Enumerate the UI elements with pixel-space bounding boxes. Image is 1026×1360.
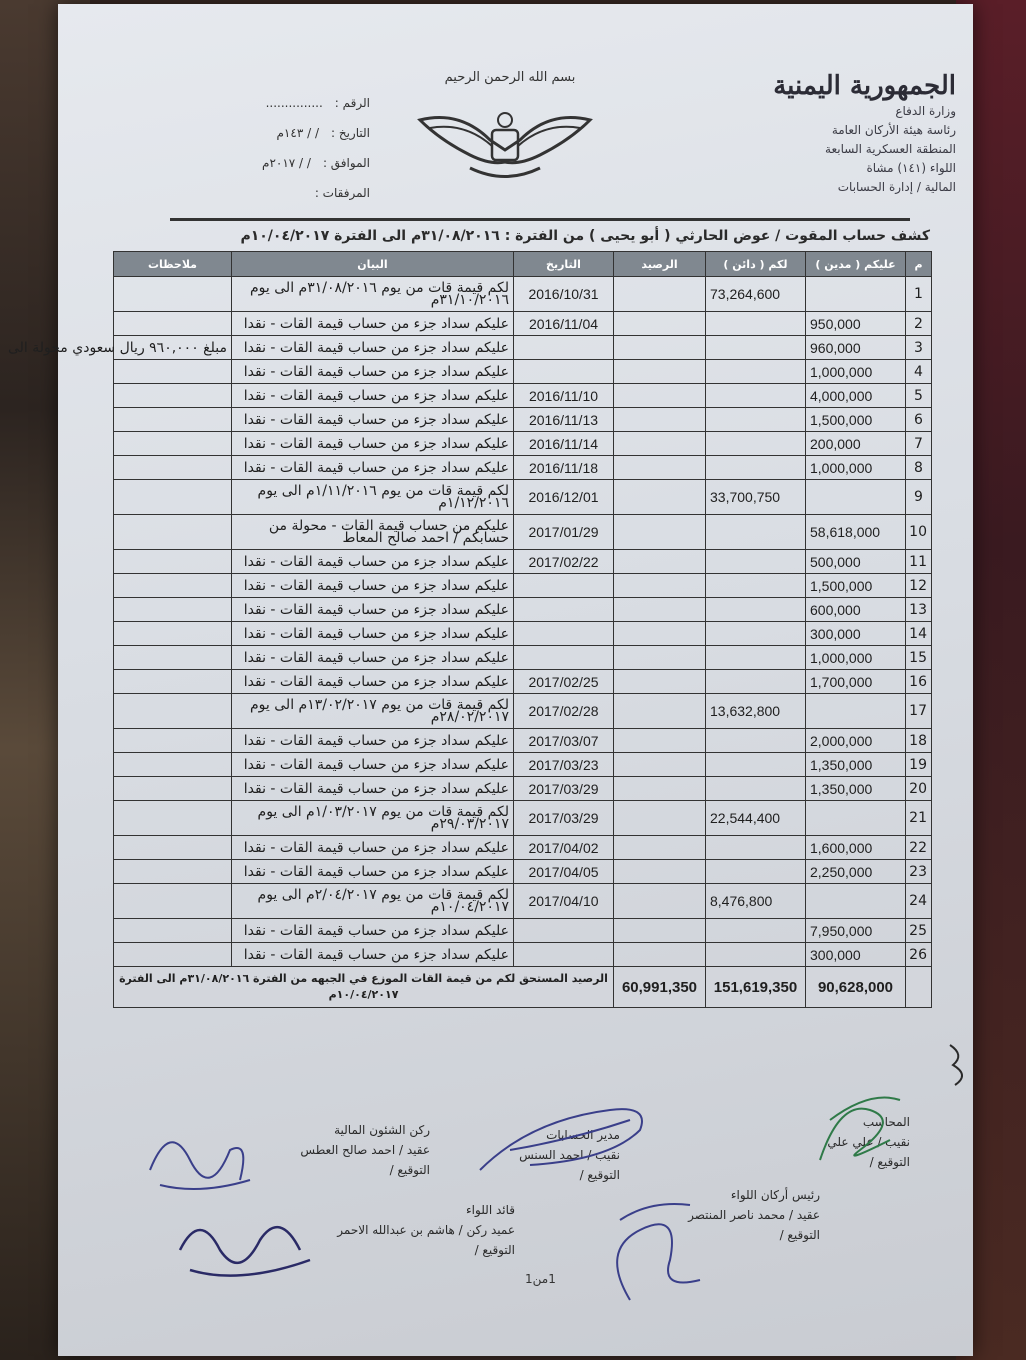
corr-label: الموافق :	[322, 156, 370, 170]
total-debit: 90,628,000	[806, 967, 906, 1008]
row-balance	[614, 480, 706, 515]
date-label: التاريخ :	[330, 126, 370, 140]
row-index: 20	[906, 777, 932, 801]
row-index: 9	[906, 480, 932, 515]
row-debit: 960,000	[806, 336, 906, 360]
row-date: 2016/10/31	[514, 277, 614, 312]
ministry-line: رئاسة هيئة الأركان العامة	[831, 123, 956, 137]
header-ref-block	[140, 88, 370, 208]
row-balance	[614, 336, 706, 360]
table-row	[114, 670, 932, 694]
table-row	[114, 277, 932, 312]
row-balance	[614, 943, 706, 967]
row-credit	[706, 456, 806, 480]
total-credit: 151,619,350	[706, 967, 806, 1008]
table-row	[114, 694, 932, 729]
sig-line: التوقيع /	[779, 1228, 820, 1242]
table-row	[114, 480, 932, 515]
row-date: 2017/01/29	[514, 515, 614, 550]
row-balance	[614, 884, 706, 919]
handwritten-signature-accountant	[800, 1080, 910, 1180]
col-header-credit: لكم ( دائن )	[706, 252, 806, 277]
row-note	[114, 919, 232, 943]
republic-title: الجمهورية اليمنية	[773, 71, 956, 101]
row-debit: 1,500,000	[806, 408, 906, 432]
ministry-line: وزارة الدفاع	[895, 104, 956, 118]
row-description: عليكم من حساب قيمة القات - محولة من حسابكم / احمد صالح المعاط	[232, 515, 514, 550]
table-row	[114, 360, 932, 384]
row-date: 2017/04/02	[514, 836, 614, 860]
table-row	[114, 801, 932, 836]
row-debit	[806, 694, 906, 729]
ministry-line: المنطقة العسكرية السابعة	[825, 142, 956, 156]
row-index: 3	[906, 336, 932, 360]
table-row	[114, 574, 932, 598]
row-description: عليكم سداد جزء من حساب قيمة القات - نقدا	[232, 729, 514, 753]
row-description: عليكم سداد جزء من حساب قيمة القات - نقدا	[232, 550, 514, 574]
row-note	[114, 515, 232, 550]
row-note	[114, 277, 232, 312]
row-index: 26	[906, 943, 932, 967]
row-description: عليكم سداد جزء من حساب قيمة القات - نقدا	[232, 384, 514, 408]
col-header-index: م	[906, 252, 932, 277]
row-debit: 1,000,000	[806, 646, 906, 670]
row-debit: 1,350,000	[806, 777, 906, 801]
row-note	[114, 801, 232, 836]
col-header-date: التاريخ	[514, 252, 614, 277]
row-index: 16	[906, 670, 932, 694]
sig-line: التوقيع /	[869, 1155, 910, 1169]
row-description: عليكم سداد جزء من حساب قيمة القات - نقدا	[232, 312, 514, 336]
row-credit	[706, 670, 806, 694]
row-index: 4	[906, 360, 932, 384]
row-date: 2016/12/01	[514, 480, 614, 515]
row-date	[514, 646, 614, 670]
sig-role: قائد اللواء	[466, 1203, 515, 1217]
row-note	[114, 670, 232, 694]
table-row	[114, 384, 932, 408]
sig-name: نقيب / علي علي	[827, 1135, 910, 1149]
table-row	[114, 646, 932, 670]
row-debit	[806, 480, 906, 515]
row-index: 10	[906, 515, 932, 550]
row-description: عليكم سداد جزء من حساب قيمة القات - نقدا	[232, 860, 514, 884]
table-row	[114, 598, 932, 622]
handwritten-signature-accounts	[470, 1090, 660, 1190]
table-row	[114, 408, 932, 432]
row-index: 8	[906, 456, 932, 480]
row-credit: 33,700,750	[706, 480, 806, 515]
row-credit: 73,264,600	[706, 277, 806, 312]
row-description: عليكم سداد جزء من حساب قيمة القات - نقدا	[232, 408, 514, 432]
sig-role: ركن الشئون المالية	[334, 1123, 430, 1137]
row-date: 2017/03/23	[514, 753, 614, 777]
row-credit	[706, 598, 806, 622]
ref-label: الرقم :	[334, 96, 370, 110]
row-description: عليكم سداد جزء من حساب قيمة القات - نقدا	[232, 598, 514, 622]
row-balance	[614, 729, 706, 753]
row-date	[514, 943, 614, 967]
table-header-row	[114, 252, 932, 277]
row-balance	[614, 919, 706, 943]
row-index: 17	[906, 694, 932, 729]
sig-role: رئيس أركان اللواء	[730, 1188, 820, 1202]
row-note	[114, 694, 232, 729]
row-balance	[614, 456, 706, 480]
table-row	[114, 943, 932, 967]
row-balance	[614, 670, 706, 694]
row-note	[114, 622, 232, 646]
ministry-line: المالية / إدارة الحسابات	[837, 180, 956, 194]
row-description: عليكم سداد جزء من حساب قيمة القات - نقدا	[232, 836, 514, 860]
row-date	[514, 574, 614, 598]
row-credit	[706, 753, 806, 777]
row-credit	[706, 943, 806, 967]
row-debit: 500,000	[806, 550, 906, 574]
row-credit	[706, 336, 806, 360]
row-index: 19	[906, 753, 932, 777]
row-date: 2017/03/07	[514, 729, 614, 753]
row-description: عليكم سداد جزء من حساب قيمة القات - نقدا	[232, 622, 514, 646]
sig-name: عميد ركن / هاشم بن عبدالله الاحمر	[337, 1223, 515, 1237]
row-debit: 600,000	[806, 598, 906, 622]
sig-name: نقيب / احمد السنس	[519, 1148, 620, 1162]
row-description: عليكم سداد جزء من حساب قيمة القات - نقدا	[232, 432, 514, 456]
row-index: 24	[906, 884, 932, 919]
sig-line: التوقيع /	[389, 1163, 430, 1177]
row-description: عليكم سداد جزء من حساب قيمة القات - نقدا	[232, 646, 514, 670]
signature-block-commander	[300, 1200, 515, 1260]
row-debit: 1,000,000	[806, 360, 906, 384]
table-row	[114, 550, 932, 574]
row-note	[114, 384, 232, 408]
row-description: عليكم سداد جزء من حساب قيمة القات - نقدا	[232, 574, 514, 598]
row-date: 2017/02/22	[514, 550, 614, 574]
row-note: مبلغ ٩٦٠,٠٠٠ ريال سعودي محولة الى	[114, 336, 232, 360]
table-row	[114, 432, 932, 456]
row-index: 18	[906, 729, 932, 753]
row-date: 2016/11/04	[514, 312, 614, 336]
ledger-table	[7, 251, 932, 1008]
row-debit: 300,000	[806, 943, 906, 967]
row-credit	[706, 777, 806, 801]
row-date: 2017/03/29	[514, 777, 614, 801]
row-debit: 1,000,000	[806, 456, 906, 480]
total-description: الرصيد المستحق لكم من قيمة القات الموزع في الجبهه من الفترة ٣١/٠٨/٢٠١٦م الى الفترة ١٠/٠٤/٢٠١٧م	[114, 967, 614, 1008]
row-balance	[614, 622, 706, 646]
sig-name: عقيد / احمد صالح العطس	[300, 1143, 430, 1157]
ministry-line: اللواء (١٤١) مشاة	[866, 161, 956, 175]
row-debit	[806, 277, 906, 312]
row-note	[114, 598, 232, 622]
row-balance	[614, 277, 706, 312]
row-balance	[614, 574, 706, 598]
row-description: عليكم سداد جزء من حساب قيمة القات - نقدا	[232, 943, 514, 967]
row-note	[114, 456, 232, 480]
row-description: عليكم سداد جزء من حساب قيمة القات - نقدا	[232, 777, 514, 801]
sig-role: مدير الحسابات	[546, 1128, 620, 1142]
row-index: 12	[906, 574, 932, 598]
corr-value: / / ٢٠١٧م	[262, 156, 311, 170]
row-note	[114, 360, 232, 384]
row-index: 6	[906, 408, 932, 432]
row-index: 13	[906, 598, 932, 622]
row-note	[114, 408, 232, 432]
row-index: 14	[906, 622, 932, 646]
row-note	[114, 860, 232, 884]
row-debit: 7,950,000	[806, 919, 906, 943]
row-date: 2017/04/05	[514, 860, 614, 884]
row-index: 21	[906, 801, 932, 836]
row-date	[514, 622, 614, 646]
row-credit: 8,476,800	[706, 884, 806, 919]
col-header-debit: عليكم ( مدين )	[806, 252, 906, 277]
row-balance	[614, 860, 706, 884]
row-balance	[614, 646, 706, 670]
row-credit: 13,632,800	[706, 694, 806, 729]
row-index: 23	[906, 860, 932, 884]
col-header-balance: الرصيد	[614, 252, 706, 277]
col-header-description: البيان	[232, 252, 514, 277]
row-credit	[706, 408, 806, 432]
row-credit	[706, 919, 806, 943]
row-date: 2017/02/25	[514, 670, 614, 694]
sig-role: المحاسب	[862, 1115, 910, 1129]
row-credit: 22,544,400	[706, 801, 806, 836]
table-row	[114, 729, 932, 753]
row-credit	[706, 384, 806, 408]
row-balance	[614, 384, 706, 408]
row-date: 2017/04/10	[514, 884, 614, 919]
row-note	[114, 836, 232, 860]
sig-line: التوقيع /	[579, 1168, 620, 1182]
header-divider	[170, 218, 910, 221]
row-note	[114, 777, 232, 801]
row-date	[514, 360, 614, 384]
row-date	[514, 919, 614, 943]
row-description: عليكم سداد جزء من حساب قيمة القات - نقدا	[232, 670, 514, 694]
row-credit	[706, 515, 806, 550]
row-balance	[614, 312, 706, 336]
row-credit	[706, 550, 806, 574]
table-row	[114, 919, 932, 943]
row-index: 5	[906, 384, 932, 408]
row-description: لكم قيمة قات من يوم ٣١/٠٨/٢٠١٦م الى يوم ٣١/١٠/٢٠١٦م	[232, 277, 514, 312]
row-note	[114, 574, 232, 598]
row-credit	[706, 360, 806, 384]
statement-title: كشف حساب المقوت / عوض الحارثي ( أبو يحيى ) من الفترة : ٣١/٠٨/٢٠١٦م الى الفترة ١٠/٠٤/٢٠١٧م	[240, 228, 930, 244]
handwritten-signature-commander	[170, 1200, 320, 1290]
table-row	[114, 777, 932, 801]
row-index: 15	[906, 646, 932, 670]
table-row	[114, 515, 932, 550]
row-debit: 950,000	[806, 312, 906, 336]
row-debit: 200,000	[806, 432, 906, 456]
total-balance: 60,991,350	[614, 967, 706, 1008]
row-description: عليكم سداد جزء من حساب قيمة القات - نقدا	[232, 456, 514, 480]
row-date: 2016/11/18	[514, 456, 614, 480]
row-index: 25	[906, 919, 932, 943]
ref-value: ...............	[265, 96, 323, 110]
margin-initials-mark	[945, 1040, 975, 1090]
total-row	[114, 967, 932, 1008]
row-balance	[614, 694, 706, 729]
row-balance	[614, 432, 706, 456]
row-date	[514, 598, 614, 622]
row-note	[114, 943, 232, 967]
row-date: 2017/02/28	[514, 694, 614, 729]
row-note	[114, 729, 232, 753]
row-balance	[614, 515, 706, 550]
row-date: 2016/11/10	[514, 384, 614, 408]
row-debit: 58,618,000	[806, 515, 906, 550]
row-debit: 1,700,000	[806, 670, 906, 694]
table-row	[114, 884, 932, 919]
row-description: لكم قيمة قات من يوم ١/١١/٢٠١٦م الى يوم ١/١٢/٢٠١٦م	[232, 480, 514, 515]
row-debit: 4,000,000	[806, 384, 906, 408]
date-value: / / ١٤٣م	[276, 126, 319, 140]
row-debit: 1,350,000	[806, 753, 906, 777]
row-debit	[806, 884, 906, 919]
row-credit	[706, 312, 806, 336]
row-credit	[706, 836, 806, 860]
row-date	[514, 336, 614, 360]
row-date: 2017/03/29	[514, 801, 614, 836]
row-description: عليكم سداد جزء من حساب قيمة القات - نقدا	[232, 360, 514, 384]
col-header-notes: ملاحظات	[114, 252, 232, 277]
handwritten-signature-finance	[140, 1110, 260, 1200]
row-note	[114, 753, 232, 777]
row-description: عليكم سداد جزء من حساب قيمة القات - نقدا	[232, 753, 514, 777]
row-credit	[706, 646, 806, 670]
row-note	[114, 432, 232, 456]
row-description: عليكم سداد جزء من حساب قيمة القات - نقدا	[232, 336, 514, 360]
row-date: 2016/11/13	[514, 408, 614, 432]
table-row	[114, 622, 932, 646]
basmala: بسم الله الرحمن الرحيم	[444, 70, 576, 85]
row-balance	[614, 777, 706, 801]
table-row	[114, 836, 932, 860]
table-row	[114, 336, 932, 360]
row-credit	[706, 729, 806, 753]
row-debit: 300,000	[806, 622, 906, 646]
attach-label: المرفقات :	[314, 186, 370, 200]
row-index: 22	[906, 836, 932, 860]
row-balance	[614, 836, 706, 860]
eagle-emblem-icon	[410, 100, 600, 190]
row-balance	[614, 598, 706, 622]
sig-line: التوقيع /	[474, 1243, 515, 1257]
row-note	[114, 646, 232, 670]
row-index: 7	[906, 432, 932, 456]
row-note	[114, 312, 232, 336]
row-balance	[614, 360, 706, 384]
handwritten-signature-chief	[590, 1190, 720, 1310]
row-debit: 1,500,000	[806, 574, 906, 598]
row-debit: 2,250,000	[806, 860, 906, 884]
total-mark-cell	[906, 967, 932, 1008]
row-description: عليكم سداد جزء من حساب قيمة القات - نقدا	[232, 919, 514, 943]
row-note	[114, 884, 232, 919]
row-description: لكم قيمة قات من يوم ٢/٠٤/٢٠١٧م الى يوم ١٠/٠٤/٢٠١٧م	[232, 884, 514, 919]
row-index: 1	[906, 277, 932, 312]
row-note	[114, 480, 232, 515]
row-index: 11	[906, 550, 932, 574]
row-balance	[614, 408, 706, 432]
row-debit: 1,600,000	[806, 836, 906, 860]
row-credit	[706, 574, 806, 598]
row-description: لكم قيمة قات من يوم ١٣/٠٢/٢٠١٧م الى يوم ٢٨/٠٢/٢٠١٧م	[232, 694, 514, 729]
table-row	[114, 860, 932, 884]
page-number: 1من1	[525, 1272, 556, 1286]
header-ministry-block	[726, 70, 956, 197]
table-row	[114, 312, 932, 336]
row-debit: 2,000,000	[806, 729, 906, 753]
row-debit	[806, 801, 906, 836]
row-balance	[614, 801, 706, 836]
row-date: 2016/11/14	[514, 432, 614, 456]
row-index: 2	[906, 312, 932, 336]
sig-name: عقيد / محمد ناصر المنتصر	[688, 1208, 820, 1222]
row-note	[114, 550, 232, 574]
row-credit	[706, 860, 806, 884]
table-row	[114, 456, 932, 480]
row-credit	[706, 622, 806, 646]
row-credit	[706, 432, 806, 456]
row-balance	[614, 753, 706, 777]
table-row	[114, 753, 932, 777]
row-balance	[614, 550, 706, 574]
row-description: لكم قيمة قات من يوم ١/٠٣/٢٠١٧م الى يوم ٢٩/٠٣/٢٠١٧م	[232, 801, 514, 836]
